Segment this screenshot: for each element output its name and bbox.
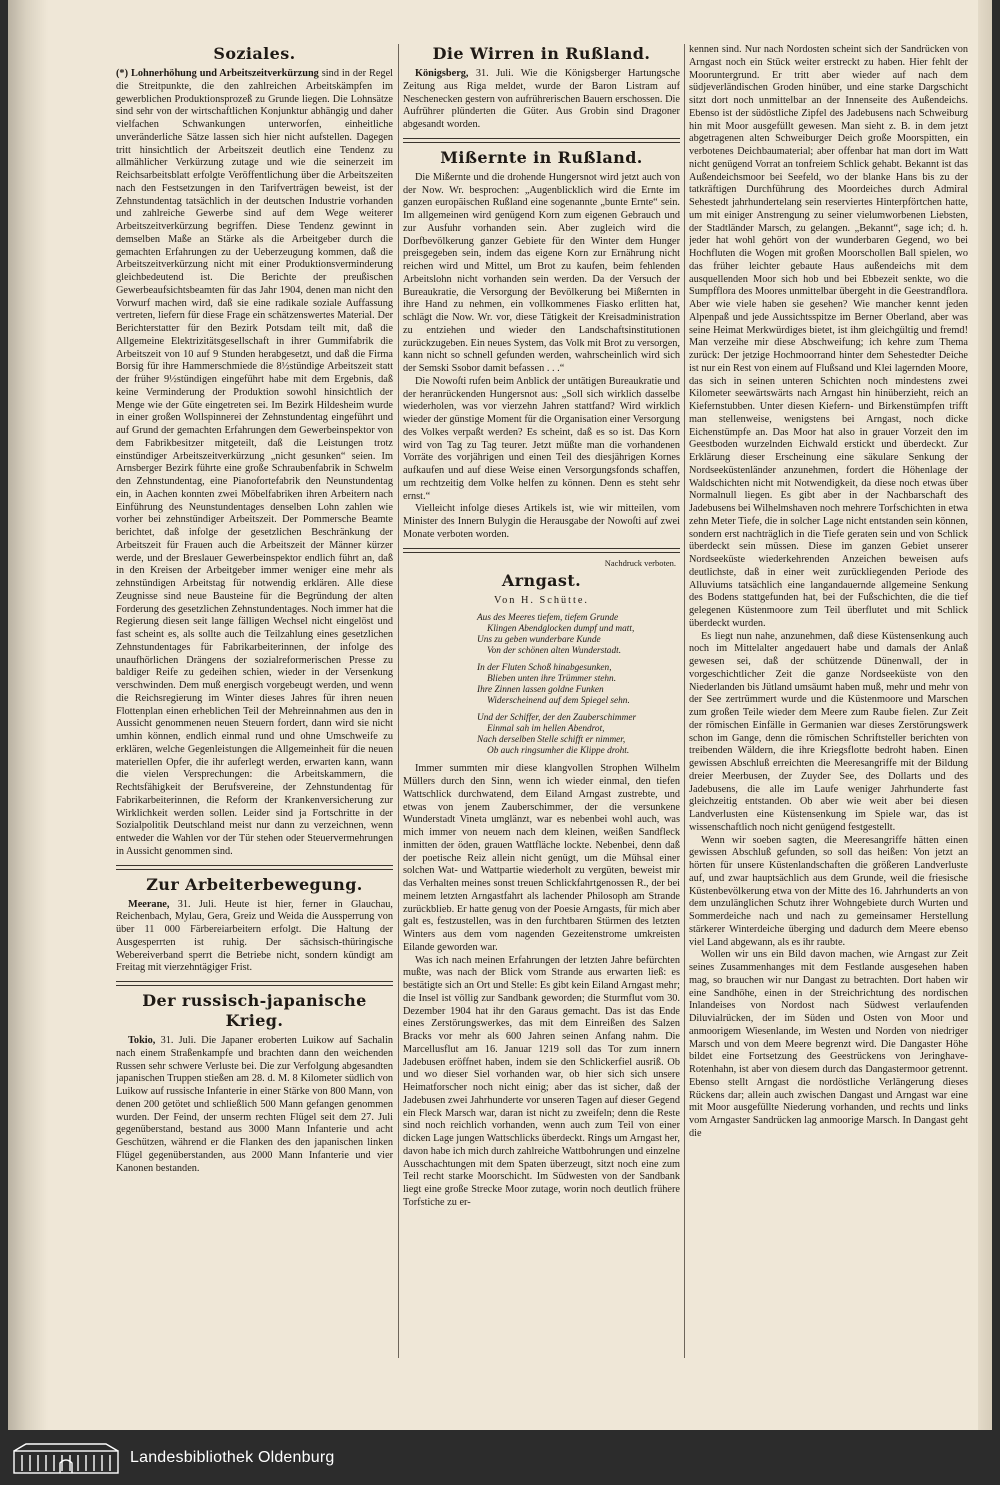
headline-arbeiterbewegung: Zur Arbeiterbewegung. <box>146 874 363 894</box>
reprint-notice: Nachdruck verboten. <box>604 557 676 568</box>
article-soziales <box>116 44 393 859</box>
library-building-icon <box>12 1441 120 1475</box>
column-1 <box>116 44 393 1360</box>
poem-line: Klingen Abendglocken dumpf und matt, <box>487 624 635 635</box>
poem-stanza <box>477 613 680 657</box>
poem-line: Ihre Zinnen lassen goldne Funken <box>477 685 604 696</box>
section-divider <box>403 138 680 143</box>
article-paragraph: Vielleicht infolge dieses Artikels ist, wie wir mitteilen, vom Minister des Innern Bulygin die Herausgabe der Nowoſti auf zwei Monate verboten worden. <box>403 503 680 540</box>
article-arngast <box>403 558 680 1210</box>
article-text: 31. Juli. Heute ist hier, ferner in Glauchau, Reichenbach, Mylau, Gera, Greiz und Weida die Aussperrung von über 11 000 Färbereiarbeitern erfolgt. Die Haltung der Ausgesperrten ist ruhig. Der sächsisch-thüringische Webereiverband sperrt die Betriebe nicht, sondern kündigt am Freitag mit vierzehntägiger Frist. <box>116 898 393 974</box>
article-krieg <box>116 991 393 1175</box>
headline-arngast: Arngast. <box>501 570 582 590</box>
article-paragraph: Die Mißernte und die drohende Hungersnot wird jetzt auch von der Now. Wr. besprochen: „Augenblicklich wird die Ernte im ganzen europäischen Rußland eine sogenannte „bunte Ernte“ sein. Im allgemeinen wird genügend Korn zum eigenen Gebrauch und zur Ausfuhr vorhanden sein. Aber zugleich wird die Dorfbevölkerung ganzer Gebiete für den Winter dem Hunger preisgegeben sein, indem das eigene Korn zur Ernährung nicht reichen wird und Mittel, um Brot zu kaufen, beim fehlenden Arbeitslohn nicht vorhanden sein werden. Da der Versuch der Bureaukratie, die Versorgung der Bevölkerung bei Mißernten in ihre Hand zu nehmen, ein vollkommenes Fiasko erlitten hat, schlägt die Now. Wr. vor, diese Tätigkeit der Kreisadministration zu entziehen und wieder den Landschaftsinstitutionen zurückzugeben. Ein neues System, das Volk mit Brot zu versorgen, kann nicht so schnell gefunden werden, wahrscheinlich wird sich der Semski Ssobor damit befassen . . .“ <box>403 171 680 374</box>
headline-missernte: Mißernte in Rußland. <box>440 147 643 167</box>
article-paragraph <box>403 68 680 132</box>
article-text: 31. Juli. Wie die Königsberger Hartungsche Zeitung aus Riga meldet, wurde der Baron Listram auf Neschenecken gestern von aufrührerischen Bauern erschossen. Die Aufrührer plünderten die Güter. Aus Grobin sind Dragoner abgesandt worden. <box>403 68 680 130</box>
dateline: Tokio, <box>128 1035 156 1046</box>
byline: Von H. Schütte. <box>493 594 590 606</box>
poem-line: Widerscheinend auf dem Spiegel sehn. <box>487 696 630 707</box>
dateline: Meerane, <box>128 898 170 910</box>
article-arbeiterbewegung <box>116 875 393 976</box>
article-wirren <box>403 44 680 132</box>
library-name[interactable]: Landesbibliothek Oldenburg <box>130 1448 335 1466</box>
poem-line: Einmal sah im hellen Abendrot, <box>487 724 605 735</box>
article-paragraph <box>116 899 393 976</box>
article-paragraph: Die Nowoſti rufen beim Anblick der untätigen Bureaukratie und der heranrückenden Hungersnot aus: „Soll sich wirklich dasselbe wiederholen, was vor vierzehn Jahren stattfand? Wird wirklich wieder der günstige Moment für die Organisation einer Versorgung des Volkes verpaßt werden? Es scheint, daß es so ist. Das Korn wird von Tag zu Tag teurer. Jetzt müßte man die vorhandenen Vorräte des vorjährigen und einen Teil des diesjährigen Kornes aufkaufen und auf diese Weise einen Versorgungsfonds schaffen, um rechtzeitig dem Volke helfen zu können. Denn es steht sehr ernst.“ <box>403 375 680 502</box>
article-paragraph: Es liegt nun nahe, anzunehmen, daß diese Küstensenkung auch noch im Mittelalter angedauert habe und damals der Anlaß gewesen sei, daß der schützende Dünenwall, der in vorgeschichtlicher Zeit die ganze Nordseeküste von den Niederlanden bis Jütland umsäumt haben muß, mehr und mehr von der See zertrümmert wurde und die Küstenmoore und Marschen zum großen Teile wieder dem Meere zum Raube fielen. Zur Zeit der römischen Einfälle in Germanien war dieses Zerstörungswerk schon im Gange, denn die römischen Schriftsteller berichten von treibenden Wäldern, die ihre Kriegsflotte bedroht haben. Einen gewissen Abschluß erreichten die Meeresangriffe mit der Bildung dreier Meerbusen, der Zuyder See, des Dollarts und des Jadebusens, die alle im Laufe weniger Jahrhunderte fast gleichzeitig entstanden. Ob aber wie weit aber bei diesen Landverlusten eine Küstensenkung im Spiele war, das ist wissenschaftlich noch nicht genügend festgestellt. <box>689 630 968 833</box>
article-paragraph: Was ich nach meinen Erfahrungen der letzten Jahre befürchten mußte, was nach der Blick vom Strande aus erwarten ließ: es bestätigte sich an Ort und Stelle: Es gibt kein Eiland Arngast mehr; die Insel ist völlig zur Sandbank geworden; die Sturmflut vom 30. Dezember 1904 hat ihr den Garaus gemacht. Das ist das Ende eines Zerstörungswerkes, das mit dem Einreißen des Salzen Bracks vor mehr als 600 Jahren seinen Anfang nahm. Die Marcellusflut am 16. Januar 1219 soll das Tor zum innern Jadebusen eröffnet haben, indem sie den Schlickerfiel ausriß. Ob und wo dieser Siel vorhanden war, ob hier sich sich unsere Heimatforscher noch nicht einig; aber das ist sicher, daß der Jadebusen zwei Jahrhunderte vor unseren Tagen auf dieser Gegend ein Fleck Marsch war, daran ist nicht zu zweifeln; denn die Reste sind noch reichlich vorhanden, wenn auch zum Teil von einer dicken Lage jungen Wattschlicks überdeckt. Rings um Arngast her, davon habe ich mich durch zahlreiche Wattbohrungen und einzelne Ausschachtungen mit dem Spaten überzeugt, sitzt noch eine zum Teil recht starke Moorschicht. Im Südwesten von der Sandbank liegt eine große Strecke Moor zutage, worin noch deutlich frühere Torfstiche zu er- <box>403 954 680 1208</box>
article-text: 31. Juli. Die Japaner eroberten Luikow auf Sachalin nach einem Straßenkampfe und brachten dann den weichenden Russen sehr schwere Verluste bei. Die zur Verfolgung abgesandten japanischen Truppen stießen am 28. d. M. 8 Kilometer südlich von Luikow auf russische Infanterie in einer Stärke von 800 Mann, von denen 200 getötet und schließlich 500 Mann gefangen genommen wurden. Der Feind, der unserm rechten Flügel seit dem 27. Juli gegenüberstand, bestand aus 3000 Mann Infanterie und acht Geschützen, während er die Flanken des den japanischen linken Flügel gegenüberstanden, aus 2000 Mann Infanterie und vier Kanonen bestanden. <box>116 1035 393 1174</box>
poem-stanza <box>477 663 680 707</box>
headline-wirren: Die Wirren in Rußland. <box>432 44 651 63</box>
article-text: sind in der Regel die Streitpunkte, die den zahlreichen Arbeitskämpfen im gewerblichen Produktionsprozeß zu Grunde liegen. Die Lohnsätze sind sehr von der wirtschaftlichen Konjunktur abhängig und daher vielfachen Schwankungen unterworfen, einheitliche unveränderliche Sätze lassen sich hier nicht aufstellen. Dagegen tritt hinsichtlich der Arbeitszeit deutlich eine Tendenz zu allmählicher Verkürzung zutage und wie die seinerzeit im Reichsarbeitsblatt erfolgte Veröffentlichung über die Arbeitszeiten nach den Festsetzungen in den Tarifverträgen beweist, ist der Zehnstundentag tatsächlich in der deutschen Industrie vorhanden und zahlreiche Gewerbe sind auf dem Wege weiterer Arbeitszeitverkürzung begriffen. Diese Tendenz gewinnt in demselben Maße an Stärke als die Arbeitgeber durch die gemachten Erfahrungen zu der Ueberzeugung kommen, daß die Arbeitszeitverkürzung nicht mit einer Produktionsverminderung gleichbedeutend ist. Die Berichte der preußischen Gewerbeaufsichtsbeamten für das Jahr 1904, denen man nicht den Vorwurf machen wird, daß sie eine radikale soziale Auffassung vertreten, liefern für diese Frage ein schätzenswertes Material. Der Berichterstatter für den Bezirk Potsdam teilt mit, daß die Allgemeine Elektrizitätsgesellschaft in ihrer Gummifabrik die Arbeitszeit von 10 auf 9 Stunden herabgesetzt, und daß die Firma Borsig für ihre Hammerschmiede die 8½stündige Arbeitszeit statt der früher 9½stündigen eingeführt habe mit dem Ergebnis, daß keine Verminderung der Produktion sowohl hinsichtlich der Menge wie der Güte eingetreten sei. Im Bezirk Hildesheim wurde in einer großen Wollspinnerei der Zehnstundentag eingeführt und auf Grund der gemachten Erfahrungen dem Gewerbeinspektor von dem Fabrikbesitzer mitgeteilt, daß die Leistungen trotz einstündiger Arbeitszeitverkürzung „nicht gesunken“ seien. Im Arnsberger Bezirk führte eine große Schraubenfabrik in Schwelm den Zehnstundentag, eine Pianofortefabrik den Neunstundentag ein, in Aachen konnten zwei Möbelfabriken ihren Arbeitern nach Einführung des Neunstundentages denselben Lohn zahlen wie vorher bei zehnstündiger Arbeitszeit. Der Pommersche Beamte berichtet, daß infolge der gesetzlichen Beschränkung der Arbeitszeit für Frauen auch die Arbeitszeit der Männer kürzer werde, und der Breslauer Gewerbeinspektor endlich führt an, daß in den Kreisen der Arbeitgeber immer weniger eine mehr als zehnstündigen Arbeitstag für notwendig erklären. Alle diese Zeugnisse sind neue Bausteine für die Begründung der alten Forderung des gesetzlichen Zehnstundentages. Noch immer hat die Regierung diesen seit lange fälligen Wechsel nicht eingelöst und fast scheint es, als sollte auch die Teilzahlung eines gesetzlichen Zehnstundentages für Fabrikarbeiterinnen, der infolge des unaufhörlichen Drängens der sozialreformerischen Presse zu baldiger Reife zu gedeihen schien, wieder in der Versenkung verschwinden. Dem muß energisch vorgebeugt werden, und wenn die Reichsregierung im Winter dieses Jahres für ihren neuen Flottenplan einen erheblichen Teil der Mehreinnahmen aus den in Aussicht genommenen neuen Steuern fordert, dann wird sie nicht umhin können, endlich einmal rund und ohne Umschweife zu erklären, welche Gegenleistungen die Allgemeinheit für die neuen materiellen Opfer, die ihr auferlegt werden, erwarten kann, wann die vielen Versprechungen: die Arbeitskammern, die Rechtsfähigkeit der Berufsvereine, der Zehnstundentag für Fabrikarbeiterinnen, die Reform der Krankenversicherung zur Wirklichkeit werden sollen. Leider sind ja Fortschritte in der Sozialpolitik Deutschland meist nur dann zu verzeichnen, wenn entweder die Wahlen vor der Tür stehen oder Steuervermehrungen in Aussicht genommen sind. <box>116 68 393 857</box>
poem-stanza <box>477 713 680 757</box>
viewer-footer <box>0 1430 1000 1485</box>
column-rule <box>398 44 399 1358</box>
article-paragraph <box>116 68 393 859</box>
article-subhead: (*) Lohnerhöhung und Arbeitszeitverkürzung <box>116 68 319 79</box>
column-3 <box>689 44 968 1360</box>
headline-soziales: Soziales. <box>213 44 296 63</box>
scanned-newspaper-page <box>8 0 992 1430</box>
page-edge <box>978 0 992 1430</box>
article-paragraph: kennen sind. Nur nach Nordosten scheint sich der Sandrücken von Arngast noch ein Stück weiter erstreckt zu haben. Hier fehlt der Mooruntergrund. Er tritt aber wieder auf nach dem südjeverländischen Groden hinüber, und eine starke Dargschicht sitzt dort noch unmittelbar an der Innenseite des Außendeichs. Ebenso ist der südöstliche Zipfel des Jadebusens nach Schweiburg hin mit Moor ausgefüllt gewesen. Man sieht z. B. in dem jetzt abgetragenen alten Schweiburger Deich große Moorspitten, ein verbotenes Deichbaumaterial; aber offenbar hat man dort im Watt nicht genügend Vorrat an tonfreiem Schlick gehabt. Bekannt ist das Außendeichsmoor bei Seefeld, wo der blanke Hans bis zu der tatkräftigen Durchführung des Moordeiches durch Admiral Sehestedt jahrhundertelang sein reserviertes Hinterpförtchen hatte, um mit einiger Anstrengung zu seiner vielumworbenen Liebsten, der Stadtländer Marsch, zu gelangen. „Bekannt“, sage ich; d. h. jeder hat wohl gehört von der wunderbaren Gegend, wo bei Hochfluten die Wogen mit großen Moorschollen Ball spielen, wo das früher leichter gebaute Haus außendeichs mit dem ausquellenden Moor sich hob und bei Ebbezeit senkte, wo die Sumpfflora des Moores unmittelbar übergeht in die Geestrandflora. Aber wie viele haben sie gesehen? Wie mancher kennt jeden Alpenpaß und jede Aussichtsspitze im Berner Oberland, aber was seine Heimat Merkwürdiges bietet, ist ihm gleichgültig und fremd! Man verzeihe mir diese Abschweifung; ich kehre zum Thema zurück: Der jetzige Hochmoorrand hinter dem Sehestedter Deiche ist nur ein Rest von einem auf Flußsand und Klei lagernden Moore, das sich in seinen unteren Schichten noch mindestens zwei Kilometer seewärtswärts nach Arngast hin hinüberzieht, reich an Kiefernstubben. Unter diesen Kiefern- und Birkenstümpfen trifft man stellenweise, wenigstens bei Arngast, noch dicke Eichenstümpfe an. Das Moor hat also in grauer Vorzeit den im Geestboden wurzelnden Eichwald erstickt und überdeckt. Zur Erklärung dieser Erscheinung eine säkulare Senkung der Nordseeküstenländer anzunehmen, fordert die Höhenlage der Waldschichten nicht mit Notwendigkeit, da diese noch etwas über Normalnull liegen. Es gibt aber in der Nachbarschaft des Jadebusens bei Wilhelmshaven noch mehrere Torfschichten in etwa zehn Meter Tiefe, die in solcher Lage nicht entstanden sein können, sondern erst nachträglich in die Tiefe geraten sein und von Schlick überdeckt sein müssen. Diese im ganzen Gebiet unserer Nordseeküste wiederkehrenden Anzeichen beweisen aufs deutlichste, daß in einer weit zurückliegenden Periode des Alluviums tatsächlich eine langandauernde allgemeine Senkung des Bodens stattgefunden hat, bei der Fußschichten, die die tief gelegenen Küstenmoore zum Teil überflutet und mit Schlick überdeckt wurden. <box>689 44 968 629</box>
poem-line: Uns zu geben wunderbare Kunde <box>477 635 601 646</box>
poem-line: Und der Schiffer, der den Zauberschimmer <box>477 713 637 724</box>
poem-line: Nach derselben Stelle schifft er nimmer, <box>477 735 626 746</box>
article-paragraph <box>116 1035 393 1175</box>
column-2 <box>403 44 680 1360</box>
section-divider <box>116 981 393 986</box>
article-paragraph: Wollen wir uns ein Bild davon machen, wie Arngast zur Zeit seines Zusammenhanges mit dem Festlande ausgesehen haben mag, so brauchen wir nur Dangast zu betrachten. Dort haben wir eine Sandhöhe, einen in der Streichrichtung des nordischen Inlandeises von Nordost nach Südwest verlaufenden Diluvialrücken, der im Süden und Osten von Moor und anmoorigem Wiesenlande, im Westen und Norden von niedriger Marsch und von dem Meere begrenzt wird. Die Dangaster Höhe bildet eine Fortsetzung des Geestrückens von Jeringhave-Rotenhahn, ist aber von diesem durch das Dangastermoor getrennt. Ebenso stellt Arngast die nordöstliche Verlängerung dieses Rückens dar; allein auch zwischen Dangast und Arngast war eine mit Moor ausgefüllte Niederung vorhanden, und rechts und links vom Arngaster Sandrücken lag anmoorige Marsch. In Dangast geht die <box>689 949 968 1139</box>
section-divider <box>403 548 680 553</box>
poem-line: Blieben unten ihre Trümmer stehn. <box>487 674 617 685</box>
headline-krieg: Der russisch-japanische Krieg. <box>142 991 367 1030</box>
article-paragraph: Wenn wir soeben sagten, die Meeresangriffe hätten einen gewissen Abschluß gefunden, so soll das heißen: Von jetzt an hörten für unsere Küstenlandschaften die größeren Landverluste auf, und zwar hauptsächlich aus dem Grunde, weil die friesische Küstenbevölkerung etwa von der Mitte des 16. Jahrhunderts an von dem unzulänglichen Schutz ihrer Wohngebiete durch Wurten und Sommerdeiche nach und nach zu gemeinsamer Herstellung stärkerer Winterdeiche überging und dadurch dem Meere ebenso viel Land abgewann, als es ihr raubte. <box>689 834 968 948</box>
article-missernte <box>403 148 680 542</box>
column-rule <box>684 44 685 1358</box>
article-paragraph: Immer summten mir diese klangvollen Strophen Wilhelm Müllers durch den Sinn, wenn ich wieder einmal, den tiefen Wattschlick durchwatend, dem Eiland Arngast zustrebte, und etwas von jenem Zauberschimmer, der die versunkene Wunderstadt Vineta umglänzt, war es nebenbei wohl auch, was mich immer von neuem nach dem kleinen, weißen Sandfleck inmitten der öden, grauen Wattfläche lockte. Nebenbei, denn daß der poetische Reiz allein nicht genügt, um die Mühsal einer solchen Wat- und Wattpartie wiederholt zu vergüten, beweist mir das Verhalten meines sonst treuen Schlickfahrtgenossen R., der bei meinem letzten Arngastfahrt als lachender Philosoph am Strande zurückblieb. Er hatte genug von der Poesie Arngasts, für mich aber galt es, festzustellen, was in den furchtbaren Stürmen des letzten Winters aus dem vom nagenden Gezeitenstrome umkreisten Eilande geworden war. <box>403 763 680 953</box>
poem-line: Von der schönen alten Wunderstadt. <box>487 646 622 657</box>
poem <box>477 613 680 757</box>
poem-line: Aus des Meeres tiefem, tiefem Grunde <box>477 613 619 624</box>
section-divider <box>116 865 393 870</box>
dateline: Königsberg, <box>415 68 469 79</box>
poem-line: Ob auch ringsumher die Klippe droht. <box>487 746 630 757</box>
poem-line: In der Fluten Schoß hinabgesunken, <box>477 663 612 674</box>
